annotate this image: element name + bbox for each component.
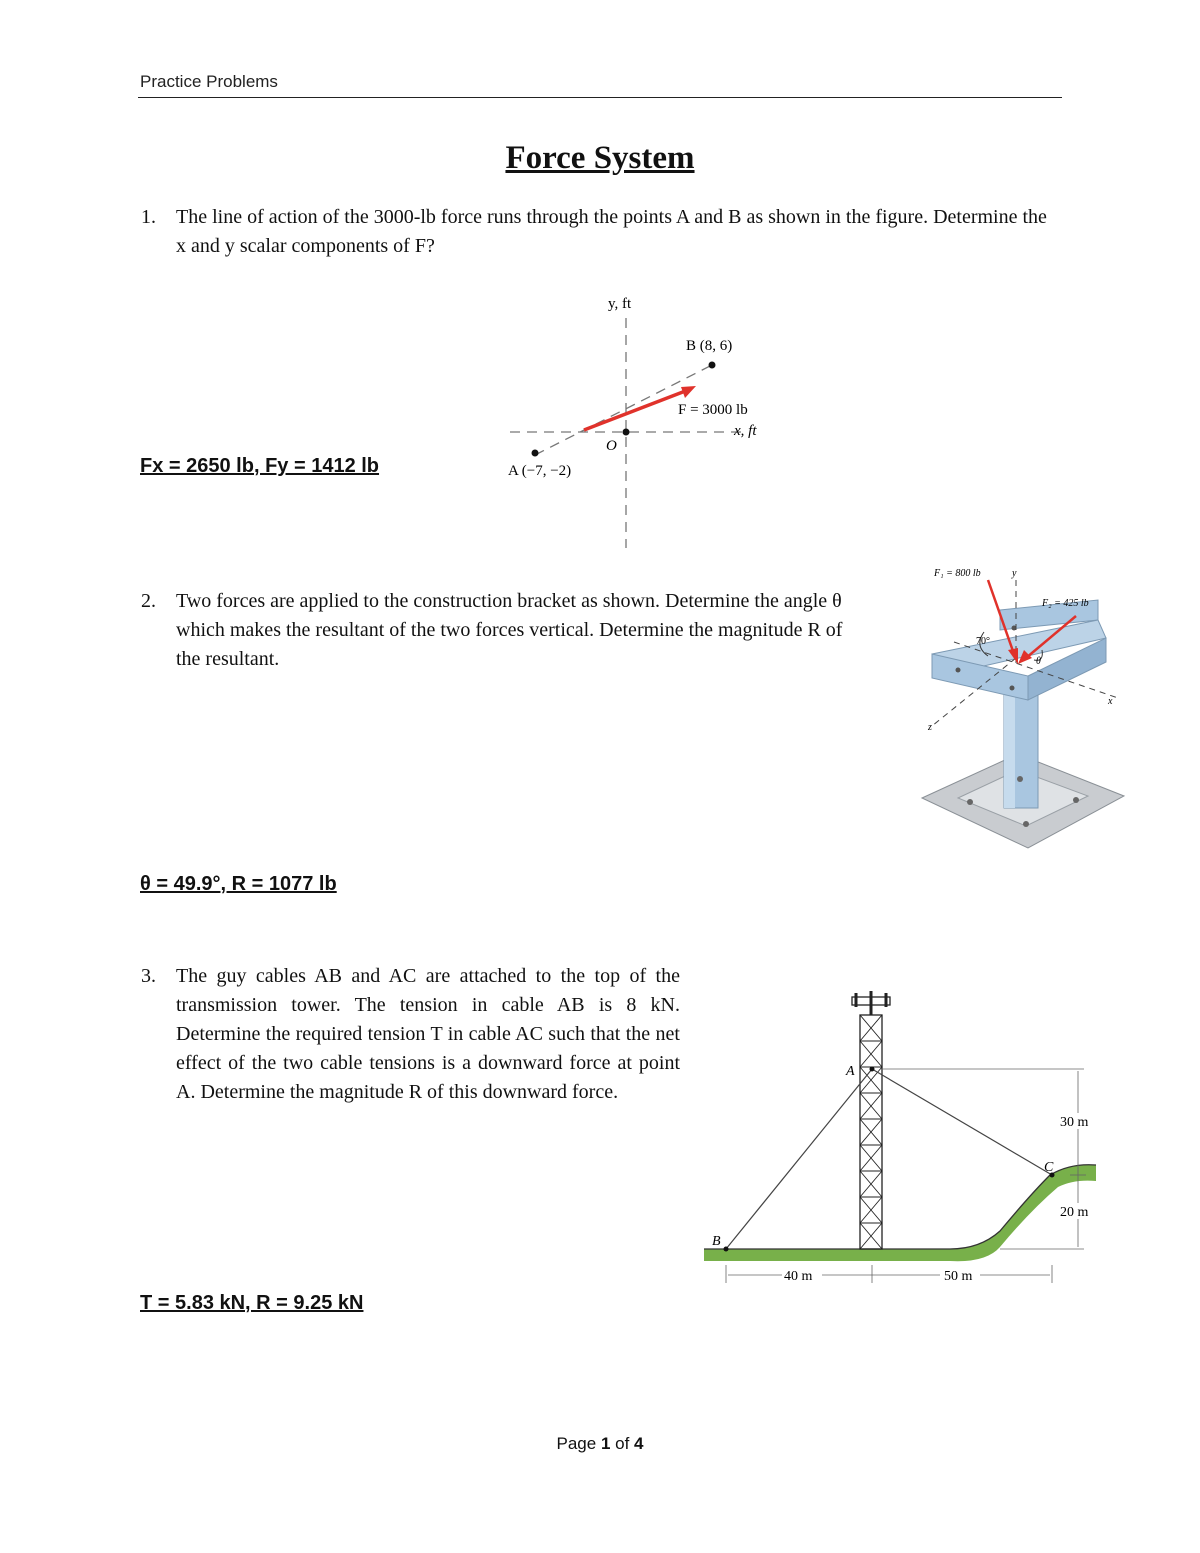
ground bbox=[704, 1165, 1096, 1262]
point-a-label: A (−7, −2) bbox=[508, 463, 572, 479]
problem-2-answer: θ = 49.9°, R = 1077 lb bbox=[140, 873, 337, 895]
bracket-hole bbox=[956, 668, 961, 673]
a-label: A bbox=[846, 1064, 855, 1079]
force-arrowhead bbox=[681, 386, 696, 398]
origin-point bbox=[623, 429, 630, 436]
point-b-label: B (8, 6) bbox=[686, 338, 733, 354]
force-arrow bbox=[584, 390, 688, 430]
b-label: B bbox=[712, 1234, 721, 1249]
point-b bbox=[724, 1247, 729, 1252]
cable-ac bbox=[872, 1069, 1052, 1175]
angle-label: 70° bbox=[976, 636, 990, 647]
f1-label: F₁ = 800 lb bbox=[934, 568, 981, 579]
column-highlight bbox=[1004, 688, 1015, 808]
footer-page-number: 1 bbox=[600, 1434, 611, 1453]
bolt bbox=[1023, 821, 1029, 827]
problem-2-text: Two forces are applied to the construction bracket as shown. Determine the angle θ which makes the resultant of the two forces vertical. Determine the magnitude R of the resultant. bbox=[176, 590, 843, 670]
ground-line bbox=[704, 1165, 1096, 1249]
problem-3-answer: T = 5.83 kN, R = 9.25 kN bbox=[140, 1292, 364, 1314]
point-a bbox=[532, 450, 539, 457]
y-axis-label: y, ft bbox=[608, 296, 632, 312]
bolt bbox=[967, 799, 973, 805]
problem-2-figure bbox=[918, 558, 1130, 858]
header-divider bbox=[138, 97, 1062, 98]
problem-1 bbox=[141, 203, 1056, 261]
c-label: C bbox=[1044, 1160, 1054, 1175]
bolt bbox=[1073, 797, 1079, 803]
problem-1-number: 1. bbox=[141, 206, 156, 228]
page-footer bbox=[0, 1434, 1200, 1454]
problem-3-figure bbox=[700, 985, 1100, 1295]
bracket-hole bbox=[1010, 686, 1015, 691]
footer-middle: of bbox=[610, 1434, 635, 1453]
point-b bbox=[709, 362, 716, 369]
f2-label: F₂ = 425 lb bbox=[1042, 598, 1089, 609]
origin-label: O bbox=[606, 438, 617, 454]
z-label: z bbox=[928, 722, 932, 733]
tower-lattice bbox=[860, 1015, 882, 1249]
dim-30-label: 30 m bbox=[1060, 1115, 1089, 1130]
page-title: Force System bbox=[505, 140, 695, 176]
problem-3 bbox=[141, 962, 680, 1107]
problem-1-text: The line of action of the 3000-lb force runs through the points A and B as shown in the figure. Determine the x and y scalar components of F? bbox=[176, 206, 1047, 257]
problem-1-answer: Fx = 2650 lb, Fy = 1412 lb bbox=[140, 455, 380, 477]
dim-20-label: 20 m bbox=[1060, 1205, 1089, 1220]
point-a bbox=[870, 1067, 875, 1072]
force-label: F = 3000 lb bbox=[678, 402, 748, 418]
footer-total-pages: 4 bbox=[634, 1434, 644, 1453]
y-label: y bbox=[1012, 568, 1017, 579]
problem-1-figure bbox=[500, 290, 800, 560]
footer-prefix: Page bbox=[556, 1434, 601, 1453]
page-header: Practice Problems bbox=[140, 72, 278, 91]
theta-label: θ bbox=[1036, 656, 1041, 667]
dim-40-label: 40 m bbox=[784, 1269, 813, 1284]
insulators bbox=[856, 991, 886, 1015]
problem-3-text: The guy cables AB and AC are attached to the top of the transmission tower. The tension in cable AB is 8 kN. Determine the required tension T in cable AC such that the net effect of the two cable tensions is a downward force at point A. Determine the magnitude R of this downward force. bbox=[176, 965, 680, 1103]
problem-2-number: 2. bbox=[141, 590, 156, 612]
cable-ab bbox=[726, 1069, 872, 1249]
problem-2 bbox=[141, 587, 866, 674]
x-label: x bbox=[1108, 696, 1113, 707]
bolt bbox=[1017, 776, 1023, 782]
problem-3-number: 3. bbox=[141, 965, 156, 987]
dim-50-label: 50 m bbox=[944, 1269, 973, 1284]
x-axis-label: x, ft bbox=[734, 423, 757, 439]
